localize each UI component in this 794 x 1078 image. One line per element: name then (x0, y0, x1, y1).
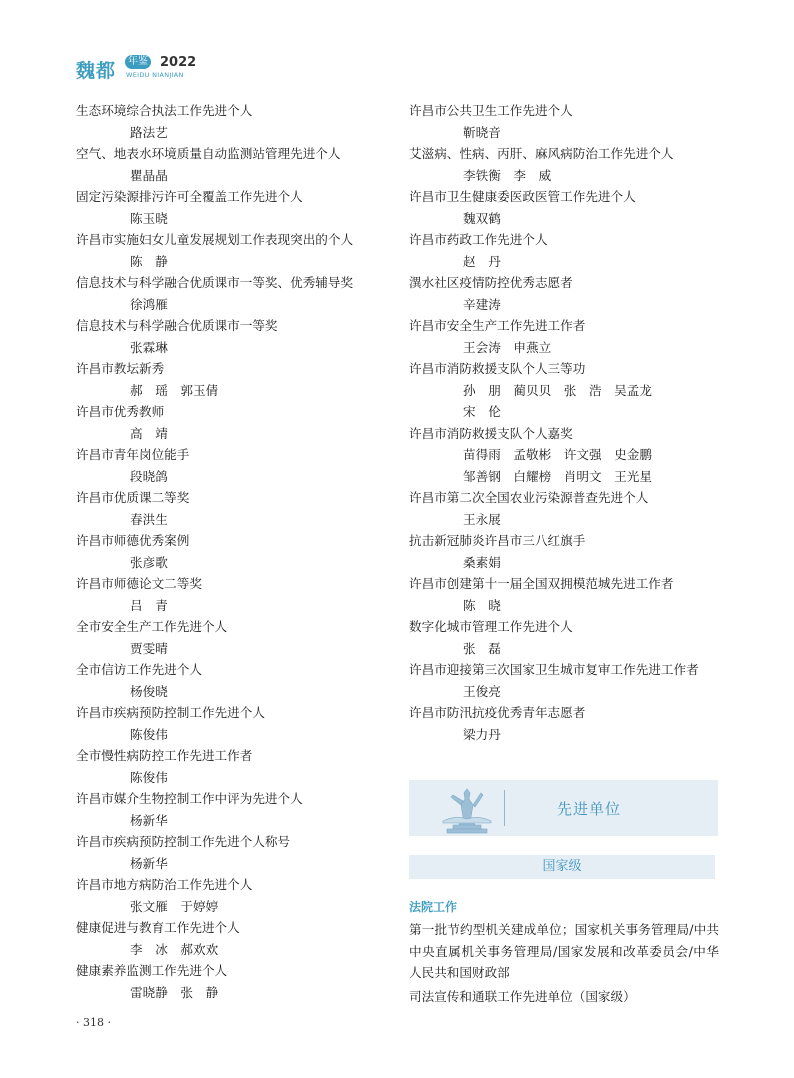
award-title: 全市信访工作先进个人 (76, 662, 202, 677)
award-title: 许昌市卫生健康委医政医管工作先进个人 (409, 189, 636, 204)
award-title: 许昌市药政工作先进个人 (409, 232, 548, 247)
award-title: 许昌市第二次全国农业污染源普查先进个人 (409, 490, 649, 505)
person-names: 魏双鹤 (463, 210, 501, 226)
person-names: 杨俊晓 (130, 683, 168, 699)
person-names: 张文雁 于婷婷 (130, 898, 219, 914)
award-title: 全市慢性病防控工作先进工作者 (76, 748, 253, 763)
person-names: 瞿晶晶 (130, 167, 168, 183)
person-names: 高 靖 (130, 425, 168, 441)
person-names: 辛建涛 (463, 296, 501, 312)
section-heading: 法院工作 (409, 900, 458, 914)
award-title: 全市安全生产工作先进个人 (76, 619, 228, 634)
award-title: 许昌市消防救援支队个人嘉奖 (409, 425, 573, 441)
person-names: 郝 瑶 郭玉倩 (130, 382, 219, 398)
person-names: 孙 朋 蔺贝贝 张 浩 吴孟龙 (463, 382, 652, 398)
person-names: 段晓鸽 (130, 468, 168, 484)
award-title: 许昌市实施妇女儿童发展规划工作表现突出的个人 (76, 232, 354, 247)
left-column (76, 100, 396, 1003)
person-names: 靳晓音 (463, 124, 501, 140)
award-title: 许昌市优秀教师 (76, 404, 165, 419)
person-names: 梁力丹 (463, 726, 501, 742)
award-title: 许昌市教坛新秀 (76, 361, 165, 376)
national-level-bar: 国家级 (409, 855, 715, 879)
logo-text: 魏都 (76, 60, 117, 82)
award-title: 空气、地表水环境质量自动监测站管理先进个人 (76, 146, 341, 161)
award-title: 健康促进与教育工作先进个人 (76, 920, 240, 935)
person-names: 王会涛 申燕立 (463, 339, 552, 355)
statue-icon (437, 783, 497, 835)
award-title: 数字化城市管理工作先进个人 (409, 619, 573, 634)
person-names: 王永展 (463, 511, 501, 527)
person-names: 杨新华 (130, 812, 168, 828)
logo-subtitle: WEIDU NIANJIAN (126, 71, 184, 79)
person-names: 李铁衡 李 威 (463, 167, 552, 183)
award-title: 许昌市消防救援支队个人三等功 (409, 361, 586, 376)
banner-title: 先进单位 (557, 800, 622, 818)
person-names: 苗得雨 孟敬彬 许文强 史金鹏 (463, 447, 652, 462)
banner-divider (504, 790, 505, 826)
section-paragraph-2: 司法宣传和通联工作先进单位（国家级） (409, 989, 636, 1004)
person-names: 陈 晓 (463, 597, 501, 613)
award-title: 许昌市师德论文二等奖 (76, 576, 202, 591)
person-names: 杨新华 (130, 855, 168, 871)
award-title: 许昌市师德优秀案例 (76, 533, 190, 548)
logo-year: 2022 (160, 55, 197, 70)
award-title: 艾滋病、性病、丙肝、麻风病防治工作先进个人 (409, 146, 674, 161)
award-title: 许昌市媒介生物控制工作中评为先进个人 (76, 791, 303, 806)
award-title: 潩水社区疫情防控优秀志愿者 (409, 275, 573, 290)
person-names: 邹善钢 白耀榜 肖明文 王光星 (463, 468, 652, 484)
award-title: 健康素养监测工作先进个人 (76, 963, 228, 978)
award-title: 许昌市地方病防治工作先进个人 (76, 877, 253, 892)
person-names: 赵 丹 (463, 253, 501, 269)
person-names: 张彦歌 (130, 554, 168, 570)
right-column (409, 100, 721, 745)
award-title: 信息技术与科学融合优质课市一等奖 (76, 318, 278, 333)
person-names: 陈俊伟 (130, 769, 168, 785)
person-names: 桑素娟 (463, 554, 501, 570)
award-title: 许昌市公共卫生工作先进个人 (409, 103, 573, 118)
person-names: 路法艺 (130, 124, 168, 140)
person-names: 张 磊 (463, 640, 501, 656)
award-title: 抗击新冠肺炎许昌市三八红旗手 (409, 533, 586, 548)
logo-badge: 年鉴 (125, 55, 151, 69)
award-title: 许昌市疾病预防控制工作先进个人称号 (76, 834, 291, 849)
award-title: 许昌市创建第十一届全国双拥模范城先进工作者 (409, 576, 674, 591)
person-names: 宋 伦 (463, 404, 501, 419)
award-title: 许昌市青年岗位能手 (76, 447, 190, 462)
person-names: 吕 青 (130, 597, 168, 613)
award-title: 许昌市迎接第三次国家卫生城市复审工作先进工作者 (409, 662, 699, 677)
person-names: 贾雯晴 (130, 640, 168, 656)
person-names: 陈 静 (130, 253, 168, 269)
award-title: 许昌市优质课二等奖 (76, 490, 190, 505)
person-names: 张霖琳 (130, 339, 168, 355)
person-names: 王俊亮 (463, 683, 501, 699)
advanced-units-banner (409, 780, 718, 836)
award-title: 固定污染源排污许可全覆盖工作先进个人 (76, 189, 303, 204)
person-names: 陈俊伟 (130, 726, 168, 742)
award-title: 许昌市安全生产工作先进工作者 (409, 318, 586, 333)
section-paragraph: 第一批节约型机关建成单位；国家机关事务管理局/中共中央直属机关事务管理局/国家发展和改革委员会/中华人民共和国财政部 (409, 922, 719, 980)
award-title: 生态环境综合执法工作先进个人 (76, 103, 253, 118)
page-number: · 318 · (76, 1016, 111, 1029)
person-names: 春洪生 (130, 511, 168, 527)
person-names: 李 冰 郝欢欢 (130, 941, 219, 957)
award-title: 许昌市防汛抗疫优秀青年志愿者 (409, 705, 586, 720)
person-names: 雷晓静 张 静 (130, 984, 219, 1000)
person-names: 徐鸿雁 (130, 296, 168, 312)
award-title: 许昌市疾病预防控制工作先进个人 (76, 705, 265, 720)
award-title: 信息技术与科学融合优质课市一等奖、优秀辅导奖 (76, 275, 354, 290)
person-names: 陈玉晓 (130, 210, 168, 226)
